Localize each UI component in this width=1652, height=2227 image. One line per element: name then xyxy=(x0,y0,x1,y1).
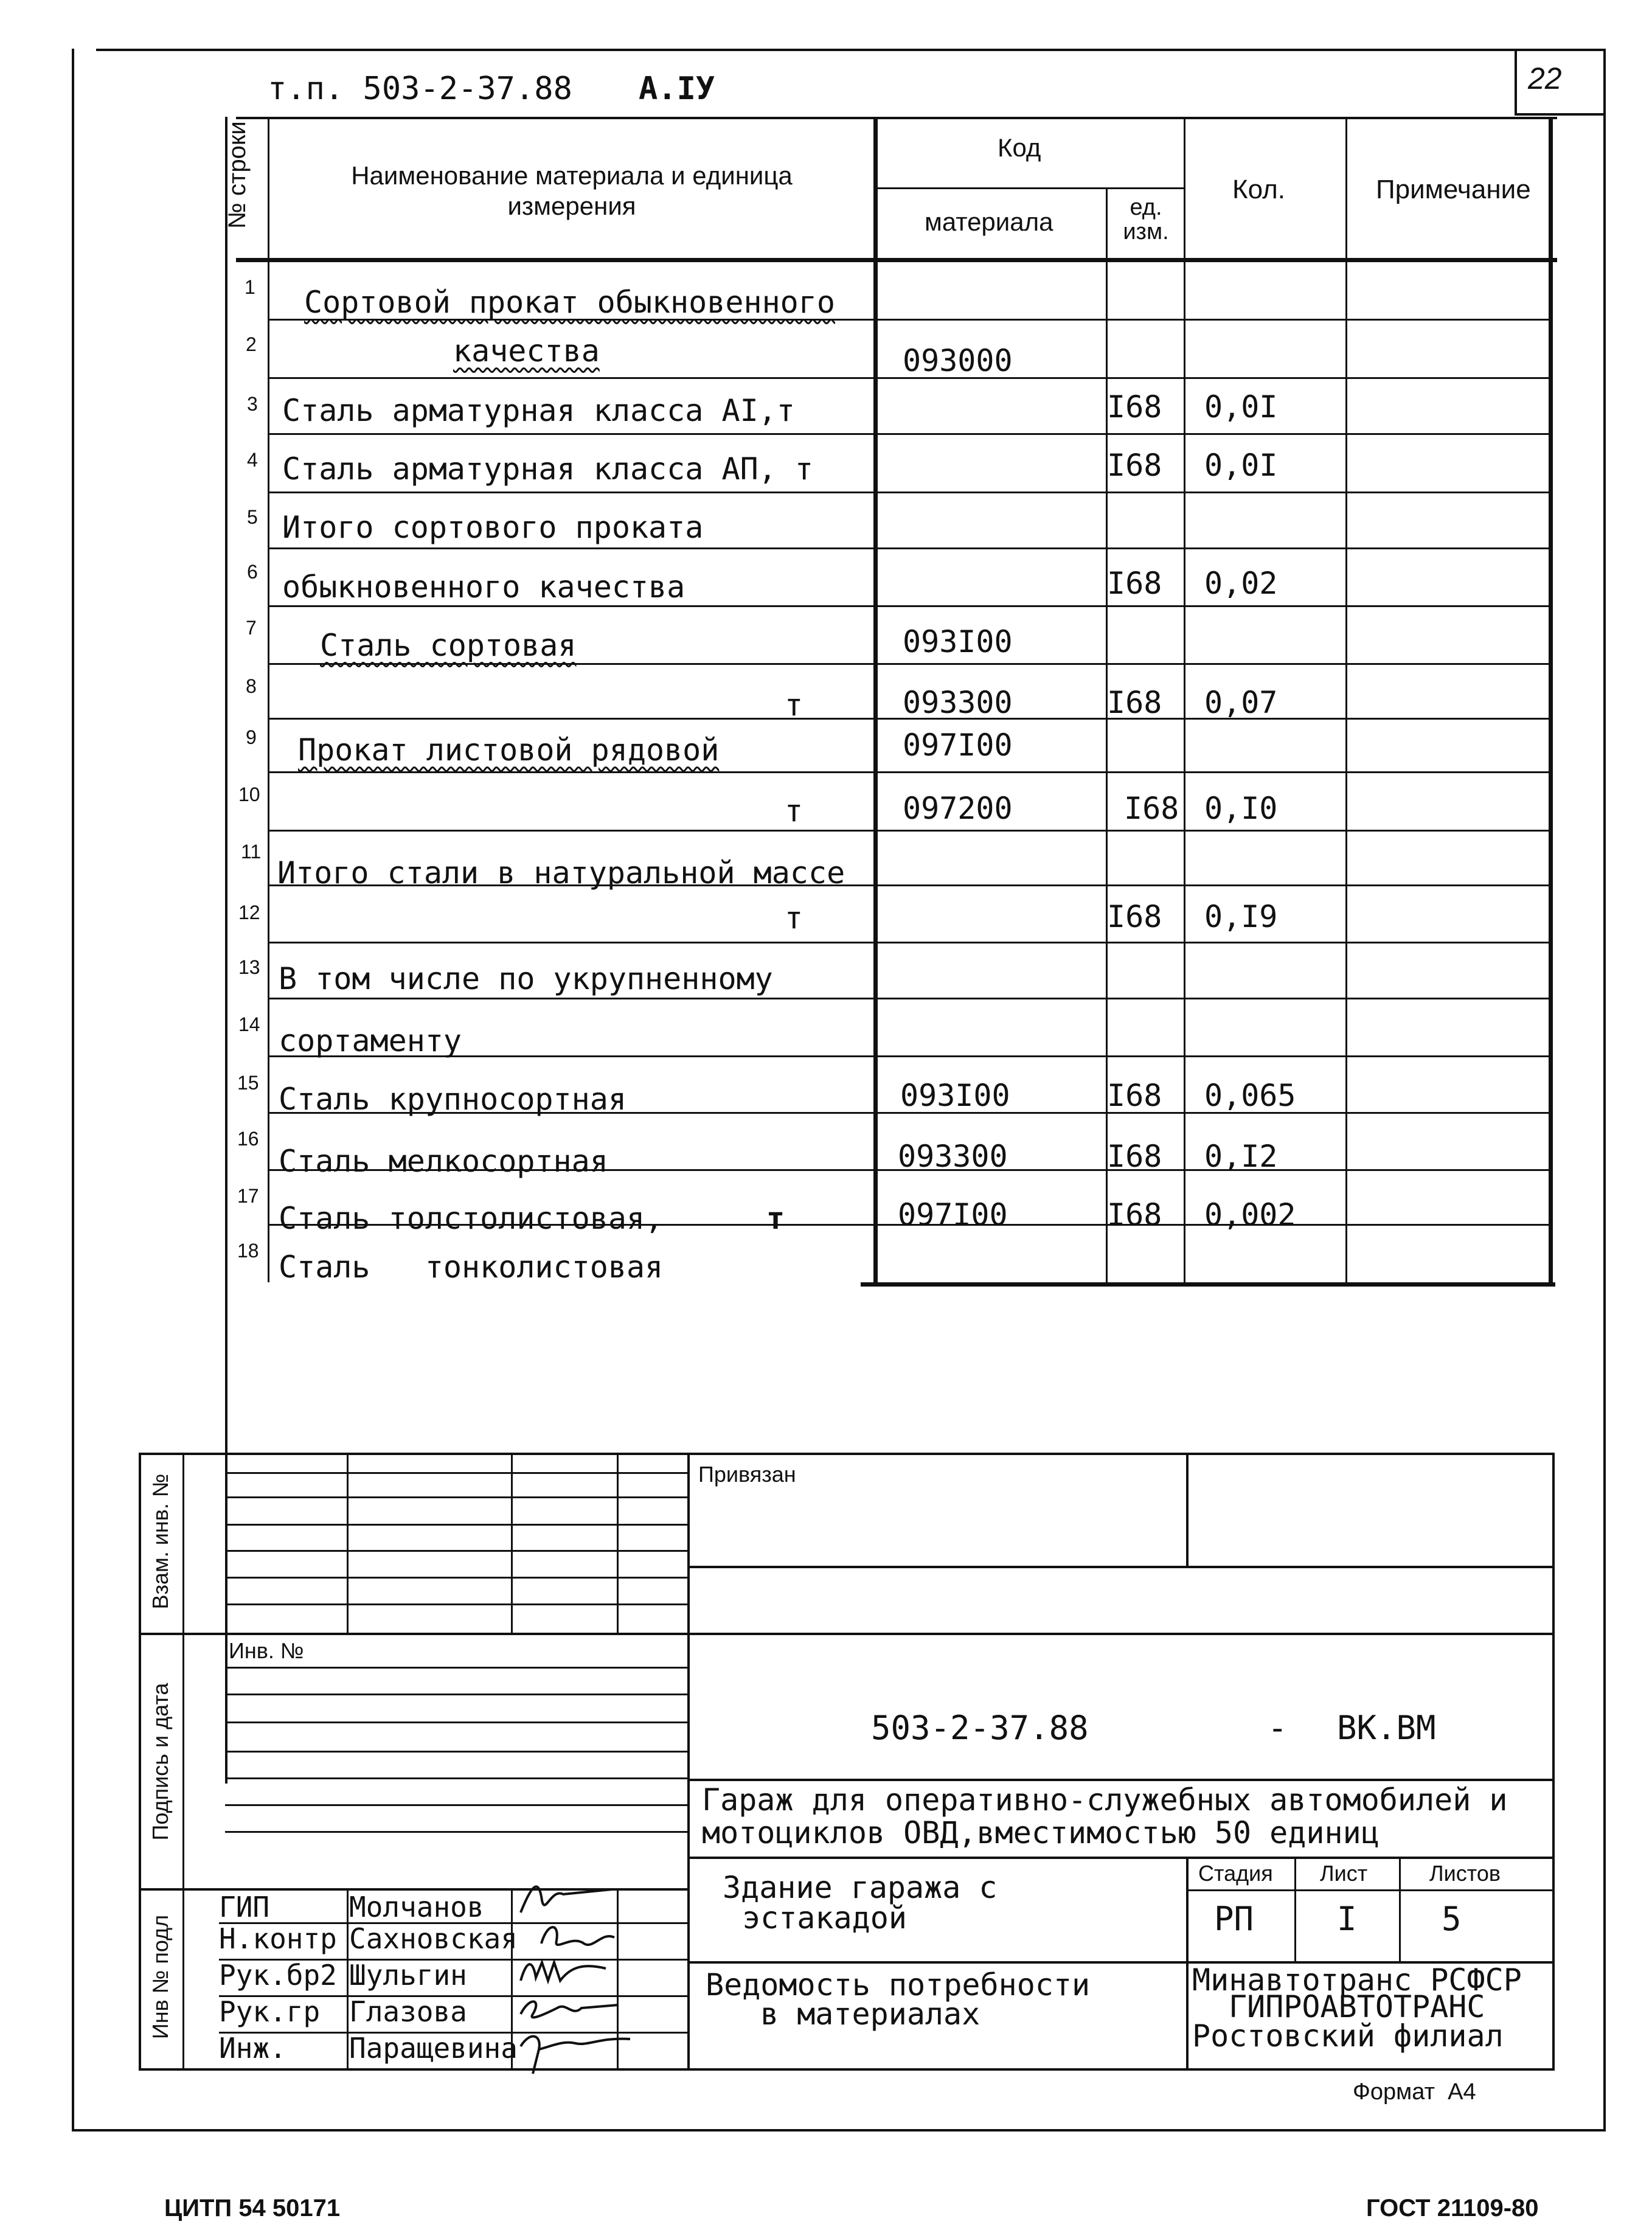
row-number: 10 xyxy=(238,783,260,805)
stamp-line xyxy=(139,1633,689,1635)
row-name: обыкновенного качества xyxy=(282,569,685,605)
header-bottom-line xyxy=(236,258,1557,262)
row-name: Сталь толстолистовая, xyxy=(279,1201,664,1236)
table-top-line xyxy=(236,117,1557,119)
row-name: Сталь мелкосортная xyxy=(279,1144,608,1179)
row-number: 4 xyxy=(247,449,258,471)
row-number: 2 xyxy=(246,333,257,355)
title-line-1: Гараж для оперативно-служебных автомобилей и xyxy=(702,1782,1508,1818)
row-unit: I68 xyxy=(1107,1078,1162,1113)
stage-value: РП xyxy=(1214,1900,1254,1938)
header-code: Код xyxy=(998,133,1041,162)
row-name: Сталь тонколистовая xyxy=(279,1249,664,1285)
project-code: т.п. 503-2-37.88 xyxy=(268,71,572,107)
stamp-vline xyxy=(1399,1857,1401,1961)
frame-top xyxy=(96,49,1605,51)
stamp-line xyxy=(225,1831,687,1833)
sheet-value: I xyxy=(1337,1900,1357,1938)
col-rowno-line xyxy=(268,117,269,1282)
signature-gip xyxy=(515,1876,630,1919)
row-number: 1 xyxy=(245,276,255,298)
header-row-no: № строки xyxy=(224,121,251,229)
row-name: Сталь сортовая xyxy=(320,628,577,663)
org-line-3: Ростовский филиал xyxy=(1192,2018,1504,2054)
row-name: т xyxy=(785,900,803,936)
person-role: Рук.бр2 xyxy=(219,1959,337,1992)
stamp-line xyxy=(1186,1889,1555,1891)
row-number: 12 xyxy=(238,902,260,923)
person-name: Глазова xyxy=(349,1995,467,2028)
stamp-line xyxy=(687,1566,1555,1568)
stamp-vline xyxy=(347,1453,349,1633)
row-number: 16 xyxy=(237,1128,259,1150)
sheets-label: Листов xyxy=(1429,1861,1501,1886)
row-name: Итого сортового проката xyxy=(282,510,704,545)
stamp-vline xyxy=(139,1453,141,2068)
row-number: 9 xyxy=(246,726,257,748)
frame-right xyxy=(1603,49,1606,2129)
row-unit: I68 xyxy=(1107,1197,1162,1232)
building-line-1: Здание гаража с xyxy=(723,1870,998,1905)
row-name: Прокат листовой рядовой xyxy=(298,732,720,768)
sheet-label: Лист xyxy=(1320,1861,1368,1886)
side-label-inv: Инв № подл xyxy=(148,1914,173,2040)
row-qty: 0,I2 xyxy=(1204,1139,1278,1174)
footer-right: ГОСТ 21109-80 xyxy=(1366,2195,1539,2222)
footer-left: ЦИТП 54 50171 xyxy=(164,2195,341,2222)
header-name xyxy=(341,161,803,222)
row-code: 093000 xyxy=(903,343,1013,378)
row-name: т xyxy=(785,793,803,829)
side-label-podpis: Подпись и дата xyxy=(148,1683,173,1841)
table-bottom-line xyxy=(861,1282,1555,1287)
row-name: В том числе по укрупненному xyxy=(279,961,773,996)
row-number: 7 xyxy=(246,617,257,639)
row-name: Сталь крупносортная xyxy=(279,1082,626,1117)
row-qty: 0,065 xyxy=(1204,1078,1296,1113)
stamp-bottom-line xyxy=(139,2068,1555,2071)
row-code: 093I00 xyxy=(900,1078,1010,1113)
org-line-2: ГИПРОАВТОТРАНС xyxy=(1229,1989,1485,2024)
row-number: 17 xyxy=(237,1185,259,1207)
sheets-value: 5 xyxy=(1442,1900,1462,1938)
header-name-text: Наименование материала и единица измерения xyxy=(351,161,793,221)
row-number: 14 xyxy=(238,1013,260,1035)
doc-code: 503-2-37.88 xyxy=(871,1709,1089,1747)
frame-bottom xyxy=(72,2129,1606,2131)
row-qty: 0,0I xyxy=(1204,448,1278,483)
row-qty: 0,I0 xyxy=(1204,791,1278,826)
row-number: 6 xyxy=(247,561,258,583)
col-unit-line xyxy=(1184,117,1185,1282)
stamp-top-line xyxy=(139,1453,1555,1455)
row-unit: I68 xyxy=(1107,389,1162,425)
stamp-vline xyxy=(617,1453,619,1633)
row-number: 5 xyxy=(247,506,258,528)
row-name-unit: т xyxy=(766,1201,785,1236)
building-line-2: эстакадой xyxy=(742,1900,907,1936)
row-code: 093I00 xyxy=(903,624,1013,659)
col-name-line xyxy=(873,117,878,1285)
stamp-vline xyxy=(1186,1857,1189,2068)
row-code: 093300 xyxy=(898,1139,1008,1174)
stamp-line xyxy=(687,1633,1555,1635)
code-subheader-line xyxy=(876,187,1184,189)
stamp-vline xyxy=(687,1453,690,2068)
side-label-vzam: Взам. инв. № xyxy=(148,1473,173,1610)
row-name: Сортовой прокат обыкновенного xyxy=(304,285,835,320)
stamp-line xyxy=(225,1721,687,1723)
row-number: 3 xyxy=(247,393,258,415)
person-role: Рук.гр xyxy=(219,1995,321,2028)
col-code-line xyxy=(1106,187,1108,1282)
row-name: Итого стали в натуральной массе xyxy=(277,855,845,891)
frame-left xyxy=(72,49,74,2129)
row-number: 13 xyxy=(238,956,260,978)
row-number: 11 xyxy=(241,841,262,863)
row-code: 093300 xyxy=(903,685,1013,720)
album-code: А.IУ xyxy=(639,71,715,107)
row-unit: I68 xyxy=(1107,566,1162,601)
row-unit: I68 xyxy=(1107,899,1162,934)
person-name: Молчанов xyxy=(349,1891,484,1923)
stamp-vline xyxy=(511,1453,513,1633)
header-code-unit-text: ед. изм. xyxy=(1123,195,1169,245)
col-left-line xyxy=(225,117,227,1784)
row-qty: 0,I9 xyxy=(1204,899,1278,934)
org-line-1: Минавтотранс РСФСР xyxy=(1192,1962,1522,1998)
stage-label: Стадия xyxy=(1198,1861,1273,1886)
row-name: качества xyxy=(453,333,600,369)
title-line-2: мотоциклов ОВД,вместимостью 50 единиц xyxy=(702,1815,1380,1850)
row-code: 097I00 xyxy=(903,728,1013,763)
col-right-line xyxy=(1549,117,1553,1285)
privyazan-label: Привязан xyxy=(698,1462,796,1487)
stamp-vline xyxy=(182,1453,184,2068)
person-role: ГИП xyxy=(219,1891,270,1923)
header-qty: Кол. xyxy=(1232,175,1286,204)
signature-inzh xyxy=(515,2022,636,2077)
inv-label: Инв. № xyxy=(229,1638,304,1663)
row-qty: 0,002 xyxy=(1204,1197,1296,1232)
stamp-line xyxy=(225,1667,687,1669)
doc-dash: - xyxy=(1268,1709,1288,1747)
sheet-number-box-bottom xyxy=(1515,113,1603,116)
row-unit: I68 xyxy=(1107,685,1162,720)
stamp-vline xyxy=(347,1888,349,2068)
sheet-number: 22 xyxy=(1528,61,1562,96)
row-name: Сталь арматурная класса АI,т xyxy=(282,393,795,428)
row-unit: I68 xyxy=(1124,791,1179,826)
row-name: Сталь арматурная класса АП, т xyxy=(282,451,813,487)
row-name: сортаменту xyxy=(279,1023,462,1058)
row-qty: 0,0I xyxy=(1204,389,1278,425)
header-note: Примечание xyxy=(1376,175,1531,204)
stamp-line xyxy=(687,1857,1555,1859)
row-number: 8 xyxy=(246,675,257,697)
row-code: 097I00 xyxy=(898,1197,1008,1232)
row-number: 15 xyxy=(237,1072,259,1094)
header-code-unit xyxy=(1120,196,1171,245)
col-qty-line xyxy=(1345,117,1347,1282)
header-code-material: материала xyxy=(925,207,1053,236)
person-name: Сахновская xyxy=(349,1922,518,1955)
person-name: Шульгин xyxy=(349,1959,467,1992)
stamp-line xyxy=(225,1804,687,1806)
row-name: т xyxy=(785,687,803,723)
stamp-vline xyxy=(1294,1857,1296,1961)
row-qty: 0,02 xyxy=(1204,566,1278,601)
sheet-number-box-left xyxy=(1515,49,1517,114)
stamp-vline xyxy=(1552,1453,1555,2068)
person-name: Паращевина xyxy=(349,2032,518,2065)
stamp-line xyxy=(225,1694,687,1695)
sheet-name-line-1: Ведомость потребности xyxy=(706,1967,1091,2003)
row-unit: I68 xyxy=(1107,448,1162,483)
format-label: Формат А4 xyxy=(1353,2079,1476,2105)
row-code: 097200 xyxy=(903,791,1013,826)
person-role: Н.контр xyxy=(219,1922,337,1955)
doc-mark: ВК.ВМ xyxy=(1337,1709,1436,1747)
stamp-line xyxy=(687,1779,1555,1781)
stamp-line xyxy=(225,1751,687,1753)
sheet-name-line-2: в материалах xyxy=(760,1996,980,2032)
person-role: Инж. xyxy=(219,2032,286,2065)
row-qty: 0,07 xyxy=(1204,685,1278,720)
row-unit: I68 xyxy=(1107,1139,1162,1174)
row-number: 18 xyxy=(237,1240,259,1262)
stamp-vline xyxy=(1186,1453,1189,1566)
stamp-line xyxy=(225,1777,687,1779)
